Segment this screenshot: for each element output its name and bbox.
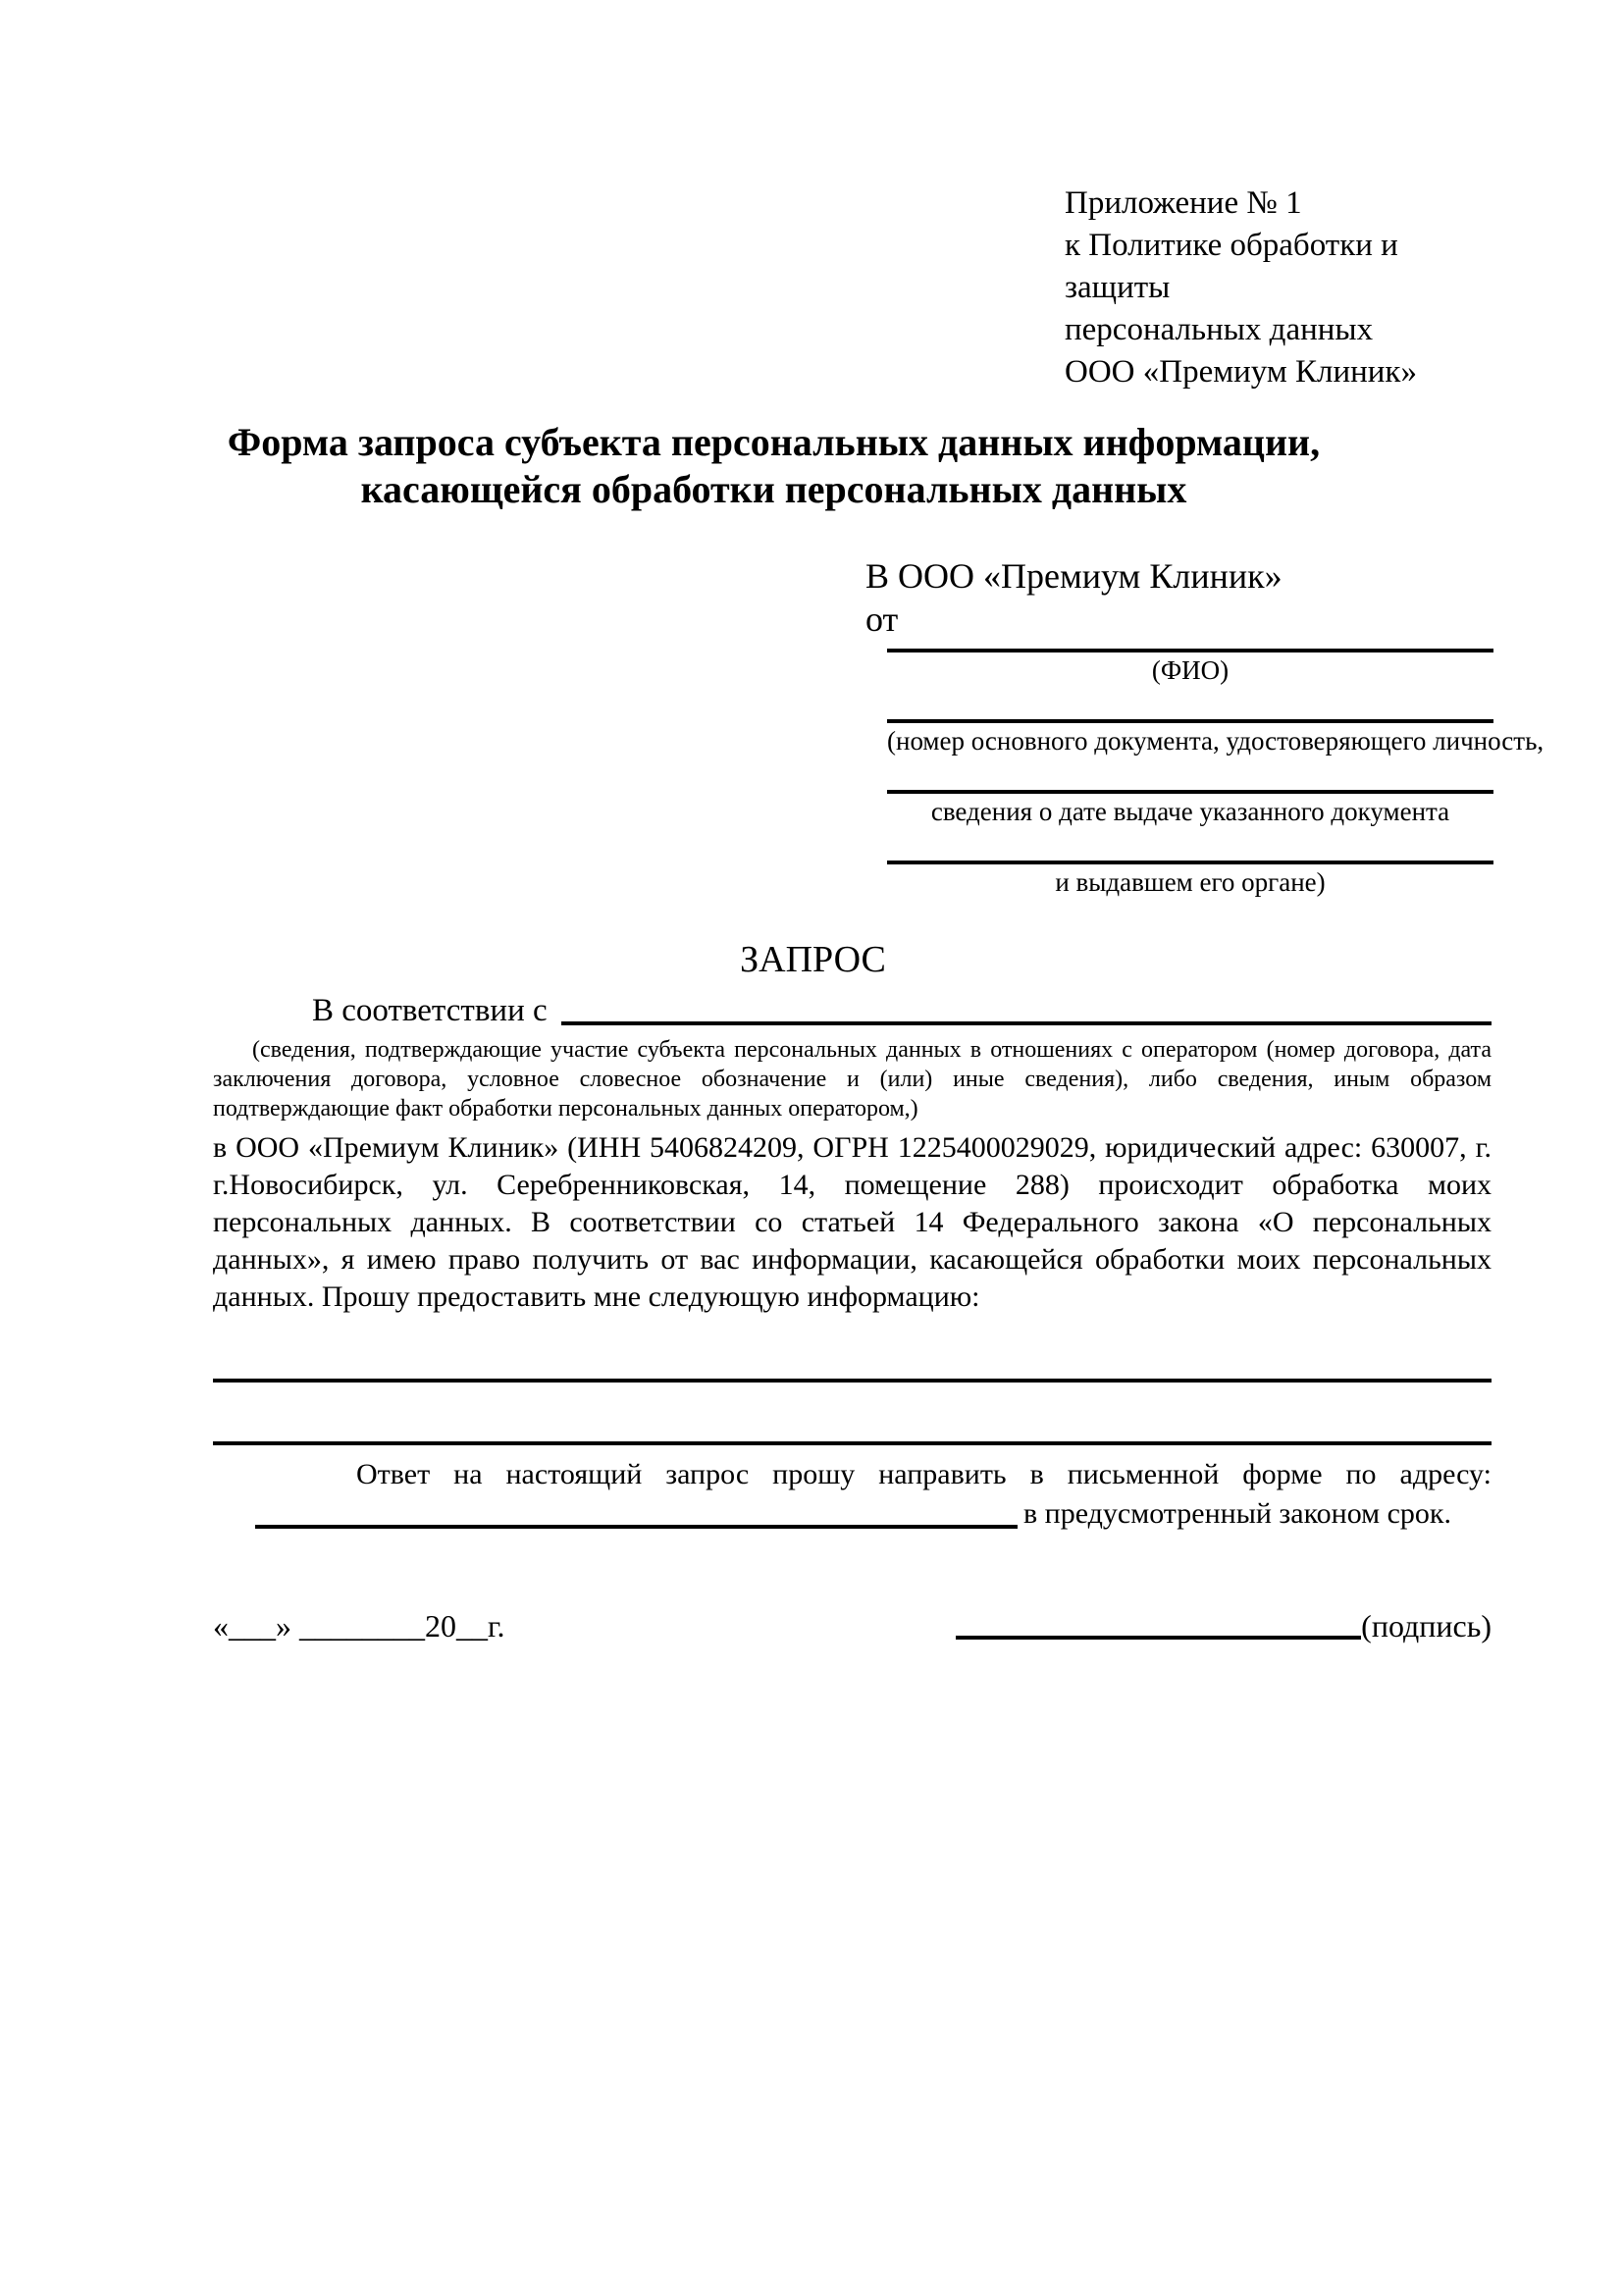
request-lead-row <box>213 991 1492 1030</box>
fill-line-issue-date <box>865 790 1493 826</box>
appendix-header-line: Приложение № 1 <box>1065 185 1302 221</box>
reply-address-row <box>213 1494 1492 1534</box>
date-signature-row <box>213 1606 1492 1645</box>
reply-instruction: Ответ на настоящий запрос прошу направить в письменной форме по адресу: <box>356 1458 1492 1490</box>
request-heading: ЗАПРОС <box>740 939 886 980</box>
fill-line-caption: и выдавшем его органе) <box>1055 867 1326 897</box>
addressee-fill-lines <box>865 649 1544 897</box>
signature-group <box>956 1606 1492 1645</box>
fill-line-document-number <box>865 719 1544 756</box>
document-title-line-1: Форма запроса субъекта персональных данных информации, <box>227 420 1321 464</box>
reply-address-blank-rule <box>255 1525 1018 1529</box>
addressee-to: В ООО «Премиум Клиник» <box>865 556 1283 596</box>
fill-line-fio <box>865 649 1493 685</box>
reply-tail-text: в предусмотренный законом срок. <box>1023 1497 1451 1530</box>
fill-line-caption: сведения о дате выдаче указанного документа <box>930 797 1450 826</box>
request-lead-blank-rule <box>561 1021 1492 1025</box>
request-body-paragraph: в ООО «Премиум Клиник» (ИНН 5406824209, ОГРН 1225400029029, юридический адрес: 630007, г. г.Новосибирск, ул. Серебренниковская, 14, помещение 288) происходит обработка моих персональных данных. В соответствии со статьей 14 Федерального закона «О персональных данных», я имею право получить от вас информации, касающейся обработки моих персональных данных. Прошу предоставить мне следующую информацию: <box>213 1131 1492 1313</box>
addressee-from: от <box>865 600 899 639</box>
request-footnote: (сведения, подтверждающие участие субъекта персональных данных в отношениях с оператором (номер договора, дата заключения договора, условное словесное обозначение и (или) иные сведения), либо сведения, иным образом подтверждающие факт обработки персональных данных оператором,) <box>213 1037 1492 1122</box>
appendix-header <box>1065 183 1492 393</box>
document-title-line-2: касающейся обработки персональных данных <box>360 467 1187 511</box>
appendix-header-line: к Политике обработки и защиты <box>1065 228 1398 305</box>
signature-blank-rule <box>956 1636 1361 1640</box>
signature-caption: (подпись) <box>1361 1608 1492 1644</box>
request-lead-text: В соответствии с <box>312 993 548 1028</box>
addressee-block <box>865 554 1544 897</box>
write-in-rule-1 <box>213 1379 1492 1383</box>
appendix-header-line: ООО «Премиум Клиник» <box>1065 354 1417 390</box>
appendix-header-line: персональных данных <box>1065 312 1374 347</box>
fill-line-caption: (номер основного документа, удостоверяющего личность, <box>887 726 1544 756</box>
fill-line-caption: (ФИО) <box>1151 655 1230 685</box>
fill-line-issuing-authority <box>865 861 1493 897</box>
date-blank: «___» ________20__г. <box>213 1608 505 1644</box>
write-in-rule-2 <box>213 1441 1492 1445</box>
document-title <box>134 419 1413 513</box>
